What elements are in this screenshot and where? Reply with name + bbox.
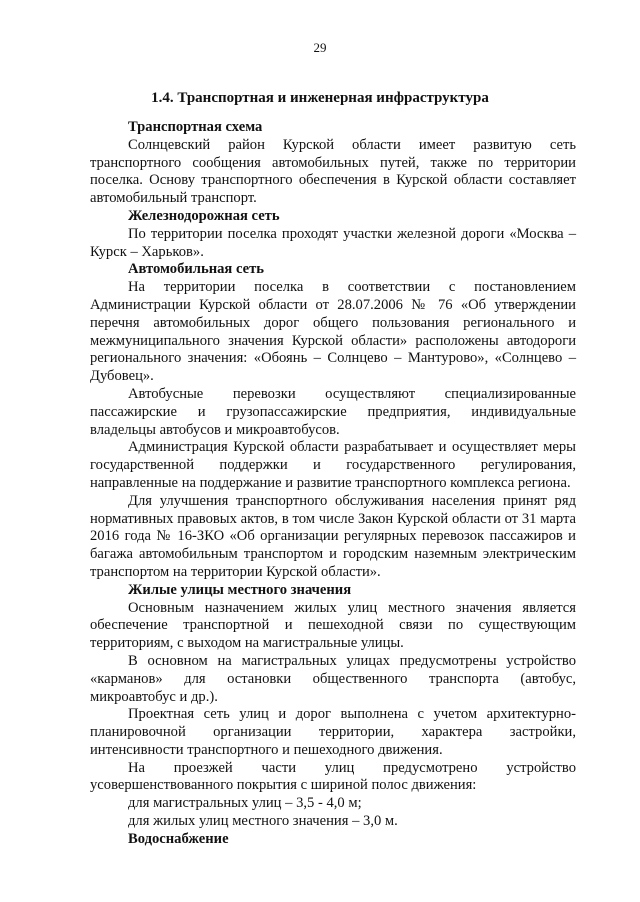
subheading-transport-scheme: Транспортная схема <box>128 119 263 135</box>
paragraph-residential-purpose: Основным назначением жилых улиц местного значения является обеспечение транспортной и пешеходной связи по существующим территориям, с выходом на магистральные улицы. <box>90 599 576 652</box>
paragraph-administration: Администрация Курской области разрабатывает и осуществляет меры государственной поддержки и государственного регулирования, направленные на поддержание и развитие транспортного комплекса региона. <box>90 439 576 491</box>
paragraph-transport-scheme: Солнцевский район Курской области имеет развитую сеть транспортного сообщения автомобильных путей, также по территории поселка. Основу транспортного обеспечения в Курской области составляет автомобильный транспорт. <box>90 136 576 207</box>
paragraph-regulations: Для улучшения транспортного обслуживания населения принят ряд нормативных правовых актов, в том числе Закон Курской области от 31 марта 2016 года № 16-ЗКО «Об организации регулярных перевозок пассажиров и багажа автомобильным транспортом и городским наземным электрическим транспортом на территории Курской области». <box>90 492 576 580</box>
subheading-railway: Железнодорожная сеть <box>128 207 280 224</box>
subheading-residential-streets: Жилые улицы местного значения <box>128 581 352 598</box>
paragraph-street-design: Проектная сеть улиц и дорог выполнена с учетом архитектурно-планировочной организации территории, характера застройки, интенсивности транспортного и пешеходного движения. <box>90 706 576 758</box>
section-title: 1.4. Транспортная и инженерная инфраструктура <box>151 90 489 106</box>
document-body <box>90 119 576 849</box>
page-number: 29 <box>313 40 327 55</box>
paragraph-road-network: На территории поселка в соответствии с постановлением Администрации Курской области от 28.07.2006 № 76 «Об утверждении перечня автомобильных дорог общего пользования регионального и межмуниципального значения Курской области» расположены автодороги регионального значения: «Обоянь – Солнцево – Мантурово», «Солнцево – Дубовец». <box>90 279 576 385</box>
list-item-residential-streets: для жилых улиц местного значения – 3,0 м. <box>128 813 398 830</box>
subheading-water-supply: Водоснабжение <box>128 830 229 847</box>
paragraph-bus-pockets: В основном на магистральных улицах предусмотрены устройство «карманов» для остановки общественного транспорта (автобус, микроавтобус и др.). <box>90 652 576 705</box>
paragraph-railway: По территории поселка проходят участки железной дороги «Москва – Курск – Харьков». <box>90 225 576 260</box>
paragraph-bus-transport: Автобусные перевозки осуществляют специализированные пассажирские и грузопассажирские предприятия, индивидуальные владельцы автобусов и микроавтобусов. <box>90 385 576 438</box>
paragraph-lane-width: На проезжей части улиц предусмотрено устройство усовершенствованного покрытия с шириной полос движения: <box>90 759 576 794</box>
subheading-road-network: Автомобильная сеть <box>128 261 264 278</box>
list-item-main-streets: для магистральных улиц – 3,5 - 4,0 м; <box>128 795 362 812</box>
